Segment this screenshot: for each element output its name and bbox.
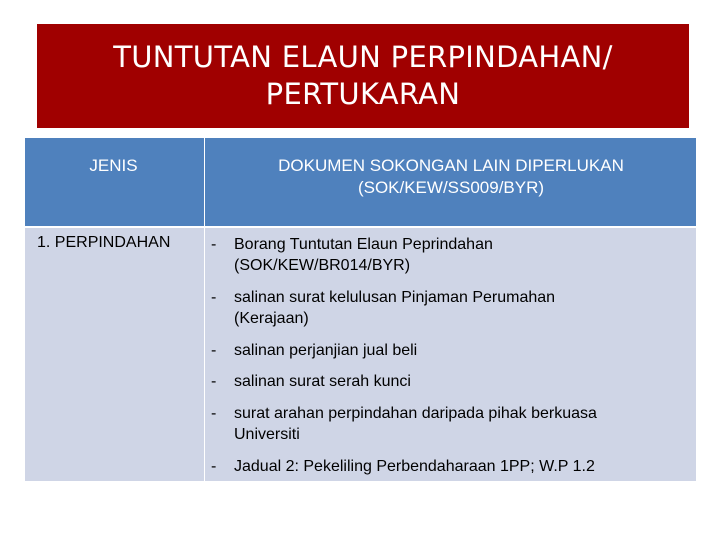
- list-item-line-1: surat arahan perpindahan daripada pihak berkuasa: [234, 405, 597, 422]
- list-dash: -: [211, 373, 217, 390]
- header-dokumen-line-2: (SOK/KEW/SS009/BYR): [357, 178, 545, 197]
- list-item-line-1: Borang Tuntutan Elaun Peprindahan: [234, 236, 493, 253]
- list-item-line-1: salinan surat kelulusan Pinjaman Perumahan: [234, 289, 556, 306]
- list-item-text: [234, 456, 704, 477]
- list-dash: -: [211, 236, 217, 253]
- list-dash: -: [211, 342, 217, 359]
- list-item-line-1: salinan surat serah kunci: [234, 373, 411, 390]
- list-item-line-2: (Kerajaan): [234, 310, 309, 327]
- header-label-jenis: JENIS: [89, 156, 138, 175]
- list-dash: -: [211, 405, 217, 422]
- documents-table: [25, 138, 696, 481]
- list-dash: -: [211, 289, 217, 306]
- list-item-line-1: salinan perjanjian jual beli: [234, 342, 418, 359]
- header-dokumen-line-1: DOKUMEN SOKONGAN LAIN DIPERLUKAN: [278, 156, 624, 175]
- table-header-row: [25, 138, 696, 226]
- list-item-line-1: Jadual 2: Pekeliling Perbendaharaan 1PP; W.P 1.2: [234, 458, 595, 475]
- list-item-text: [234, 234, 704, 276]
- list-item-text: [234, 287, 704, 329]
- row-divider: [25, 226, 696, 228]
- title-line-2: PERTUKARAN: [265, 77, 461, 111]
- list-item-text: [234, 340, 704, 361]
- header-label-dokumen: [205, 155, 697, 199]
- list-item-line-2: (SOK/KEW/BR014/BYR): [234, 257, 411, 274]
- header-cell-dokumen: [204, 138, 697, 226]
- row-type-label: 1. PERPINDAHAN: [37, 234, 171, 251]
- header-cell-jenis: [25, 138, 202, 226]
- title-line-1: TUNTUTAN ELAUN PERPINDAHAN/: [113, 40, 613, 74]
- list-item-text: [234, 403, 704, 445]
- list-dash: -: [211, 458, 217, 475]
- list-item-line-2: Universiti: [234, 426, 300, 443]
- title-banner: [37, 24, 689, 128]
- page-title: [113, 39, 612, 113]
- column-divider: [204, 228, 205, 481]
- list-item-text: [234, 371, 704, 392]
